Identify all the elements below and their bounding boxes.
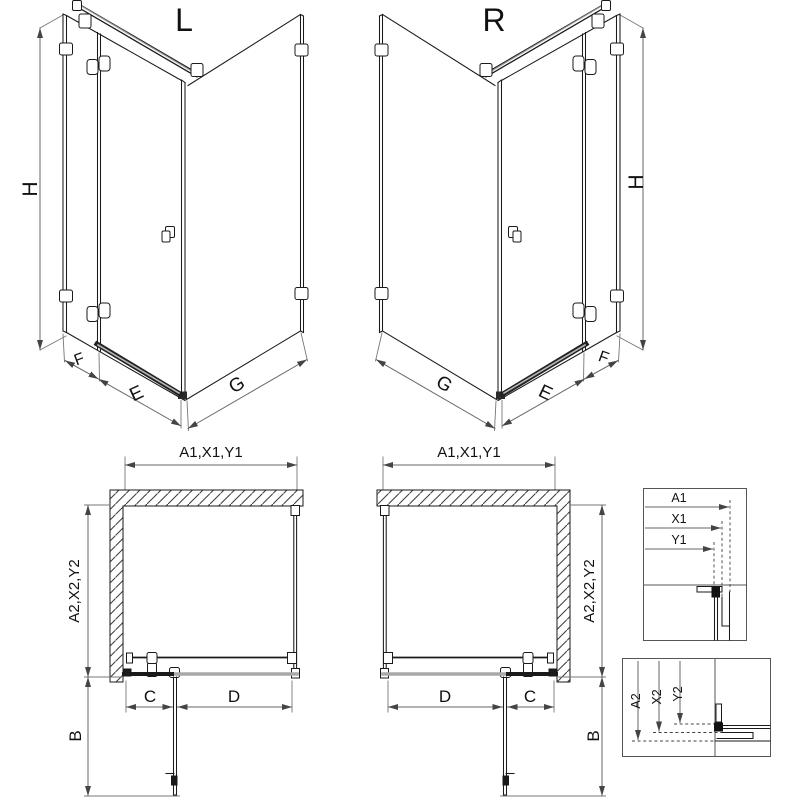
plan-open-door	[166, 677, 178, 795]
hinge-profile	[87, 33, 110, 352]
hinge-icon	[99, 303, 110, 318]
plan-dim-top-lines	[125, 457, 297, 489]
corner-post	[178, 80, 187, 401]
bar-wall-mount	[79, 14, 91, 28]
wall-profile	[60, 14, 73, 333]
variant-label-left: L	[175, 2, 193, 38]
detail-box-depth	[623, 659, 771, 757]
wall-clip-icon	[295, 44, 308, 56]
hinge-icon	[87, 60, 98, 75]
plan-left-d-label: D	[227, 687, 241, 706]
plan-right-width-label: A1,X1,Y1	[437, 444, 501, 461]
plan-left-width-label: A1,X1,Y1	[179, 444, 243, 461]
detail-box-width	[644, 489, 747, 641]
hinge-icon	[99, 56, 110, 71]
wall-clip-icon	[60, 290, 73, 302]
plan-view-right-art	[381, 457, 557, 795]
dim-label-side-left: G	[225, 372, 249, 399]
detail-y2-label: Y2	[671, 686, 685, 702]
side-panel	[187, 15, 309, 400]
plan-wall-left	[110, 490, 303, 682]
detail-y1-label: Y1	[671, 533, 687, 547]
wall-profile-section-rotated	[714, 704, 770, 741]
plan-right-depth-label: A2,X2,Y2	[581, 559, 598, 623]
plan-right-c-label: C	[523, 687, 537, 706]
hinge-icon	[87, 307, 98, 322]
dim-label-fixed-right: F	[596, 348, 612, 368]
dim-label-fixed-left: F	[71, 350, 87, 370]
dim-label-height-right: H	[625, 174, 648, 190]
bar-end-cap	[73, 1, 82, 11]
plan-left-c-label: C	[143, 687, 157, 706]
dim-label-door-right: E	[535, 380, 556, 406]
front-glass-edges	[67, 16, 182, 399]
wall-clip-icon	[60, 43, 73, 55]
plan-right-d-label: D	[438, 687, 452, 706]
detail-a2-label: A2	[629, 693, 643, 709]
wall-clip-icon	[295, 288, 308, 300]
dim-label-side-right: G	[432, 371, 456, 398]
plan-left-depth-dims	[84, 505, 180, 796]
plan-enclosure-art	[124, 457, 300, 795]
bar-corner-bracket	[191, 64, 203, 77]
glass-wall-clamp	[291, 506, 300, 516]
dim-label-height-left: H	[19, 181, 42, 197]
wall-profile-section	[697, 587, 730, 641]
dim-label-door-left: E	[126, 381, 147, 407]
detail-x1-label: X1	[671, 512, 687, 526]
plan-right-depth-dims	[500, 505, 606, 796]
door-knob-icon	[162, 227, 175, 243]
variant-label-right: R	[482, 2, 506, 38]
plan-left-b-label: B	[66, 730, 85, 742]
detail-x2-label: X2	[650, 689, 664, 705]
plan-wall-right	[377, 490, 570, 682]
plan-right-b-label: B	[584, 730, 603, 742]
detail-a1-label: A1	[671, 491, 687, 505]
plan-left-depth-label: A2,X2,Y2	[66, 559, 83, 623]
